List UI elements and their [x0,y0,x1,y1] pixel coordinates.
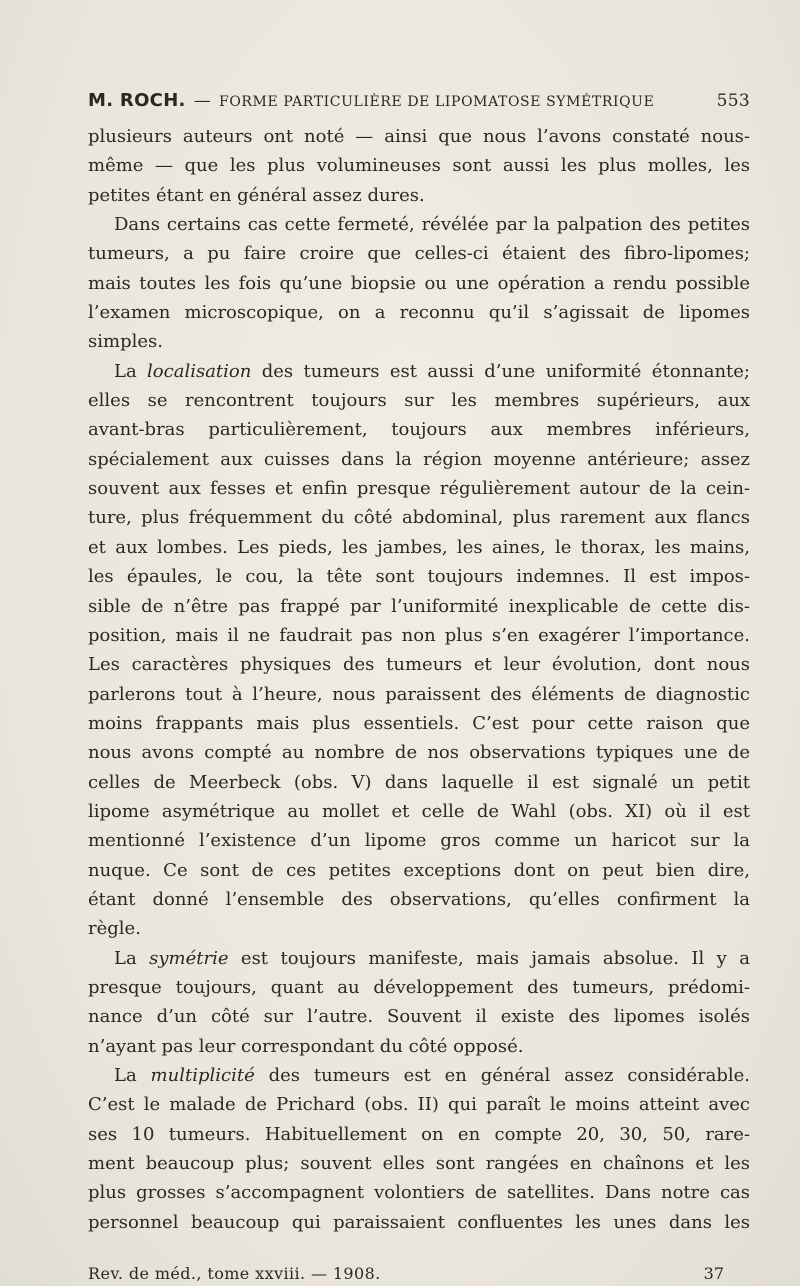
text-line: spécialement aux cuisses dans la région moyenne antérieure; assez [88,448,750,470]
text-line: ment beaucoup plus; souvent elles sont rangées en chaînons et les [88,1153,750,1175]
italic-term: localisation [147,360,252,382]
running-header [88,90,750,114]
text-line: Dans certains cas cette fermeté, révélée par la palpation des petites [114,214,750,236]
text-line: nuque. Ce sont de ces petites exceptions dont on peut bien dire, [88,859,750,881]
text-line: ses 10 tumeurs. Habituellement on en compte 20, 30, 50, rare- [88,1123,750,1145]
text-line: elles se rencontrent toujours sur les membres supérieurs, aux [88,390,750,412]
text-line: sible de n’être pas frappé par l’uniformité inexplicable de cette dis- [88,595,750,617]
line-rest: des tumeurs est en général assez considérable. [268,1065,750,1086]
text-line: les épaules, le cou, la tête sont toujours indemnes. Il est impos- [88,566,750,588]
line-prefix: La [114,1065,151,1086]
text-line-italic-start [88,944,750,973]
text-line: presque toujours, quant au développement des tumeurs, prédomi- [88,976,750,998]
text-line: mais toutes les fois qu’une biopsie ou une opération a rendu possible [88,272,750,294]
text-line: parlerons tout à l’heure, nous paraissent des éléments de diagnostic [88,683,750,705]
header-dash: — [193,91,212,111]
line-rest: des tumeurs est aussi d’une uniformité étonnante; [261,360,750,382]
text-line: moins frappants mais plus essentiels. C’est pour cette raison que [88,712,750,734]
line-prefix: La [114,360,148,382]
text-line: tumeurs, a pu faire croire que celles-ci étaient des fibro-lipomes; [88,243,750,265]
text-line: simples. [88,331,163,353]
text-line: mentionné l’existence d’un lipome gros comme un haricot sur la [88,830,750,852]
text-line: même — que les plus volumineuses sont aussi les plus molles, les [88,155,750,177]
text-line: nance d’un côté sur l’autre. Souvent il existe des lipomes isolés [88,1006,750,1028]
text-line: l’examen microscopique, on a reconnu qu’il s’agissait de lipomes [88,302,750,324]
signature-number: 37 [703,1264,724,1283]
text-line-italic-start [88,1061,750,1090]
header-title: FORME PARTICULIÈRE DE LIPOMATOSE SYMÉTRIQUE [219,94,655,110]
italic-term: multiplicité [150,1065,255,1086]
text-line: petites étant en général assez dures. [88,184,425,206]
header-author: M. ROCH. [88,90,186,111]
text-line: règle. [88,918,141,940]
text-line: avant-bras particulièrement, toujours aux membres inférieurs, [88,419,750,441]
text-line: et aux lombes. Les pieds, les jambes, les aines, le thorax, les mains, [88,536,750,558]
text-line: souvent aux fesses et enfin presque régulièrement autour de la cein- [88,478,750,500]
page-footer [88,1264,724,1286]
text-line: n’ayant pas leur correspondant du côté opposé. [88,1035,524,1057]
text-line: position, mais il ne faudrait pas non plus s’en exagérer l’importance. [88,624,750,646]
text-line: étant donné l’ensemble des observations, qu’elles confirment la [88,888,750,910]
text-line: personnel beaucoup qui paraissaient confluentes les unes dans les [88,1211,750,1233]
text-line: ture, plus fréquemment du côté abdominal, plus rarement aux flancs [88,507,750,529]
body-text [88,122,750,1237]
text-line: nous avons compté au nombre de nos observations typiques une de [88,742,750,764]
text-line: plus grosses s’accompagnent volontiers de satellites. Dans notre cas [88,1182,750,1204]
text-line: celles de Meerbeck (obs. V) dans laquelle il est signalé un petit [88,771,750,793]
text-line: C’est le malade de Prichard (obs. II) qui paraît le moins atteint avec [88,1094,750,1116]
line-prefix: La [114,947,150,969]
text-line: lipome asymétrique au mollet et celle de Wahl (obs. XI) où il est [88,800,750,822]
page-number: 553 [716,91,750,111]
line-rest: est toujours manifeste, mais jamais absolue. Il y a [240,947,750,969]
text-line: plusieurs auteurs ont noté — ainsi que nous l’avons constaté nous- [88,126,750,147]
journal-reference: Rev. de méd., tome xxviii. — 1908. [88,1264,381,1283]
text-line-italic-start [88,357,750,386]
italic-term: symétrie [149,947,229,969]
text-line: Les caractères physiques des tumeurs et leur évolution, dont nous [88,654,750,676]
